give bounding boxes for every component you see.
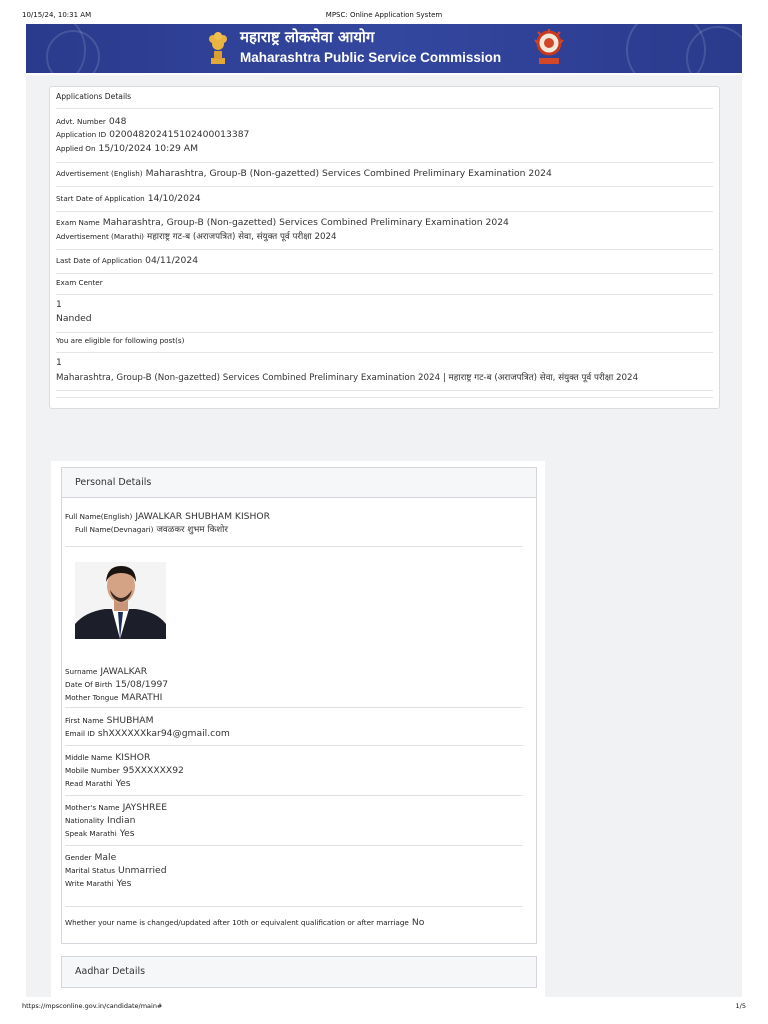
national-emblem-icon — [206, 29, 230, 67]
nationality: Indian — [107, 815, 136, 826]
first-name: SHUBHAM — [106, 715, 154, 726]
marital-status: Unmarried — [117, 865, 167, 876]
gender: Male — [94, 852, 117, 863]
advertisement-marathi-row: Advertisement (Marathi) महाराष्ट्र गट-ब (अराजपत्रित) सेवा, संयुक्त पूर्व परीक्षा 2024 — [56, 232, 337, 242]
print-page-number: 1/5 — [735, 1002, 746, 1010]
personal-details-header — [62, 468, 536, 498]
full-name-english-row: Full Name(English) JAWALKAR SHUBHAM KISHOR — [65, 511, 271, 522]
exam-name: Maharashtra, Group-B (Non-gazetted) Services Combined Preliminary Examination 2024 — [102, 217, 509, 228]
surname: JAWALKAR — [100, 666, 148, 677]
read-marathi: Yes — [115, 778, 131, 789]
exam-center-index: 1 — [56, 299, 62, 310]
full-name-devnagari-row: Full Name(Devnagari) जवळकर शुभम किशोर — [75, 525, 228, 535]
nationality-row: Nationality Indian — [65, 815, 136, 826]
mother-tongue: MARATHI — [121, 692, 163, 703]
eligible-post-index: 1 — [56, 357, 62, 368]
start-date-row: Start Date of Application 14/10/2024 — [56, 193, 201, 204]
write-marathi: Yes — [116, 878, 132, 889]
advt-number: 048 — [108, 116, 127, 127]
aadhar-details-heading: Aadhar Details — [75, 966, 146, 977]
mother-name: JAYSHREE — [122, 802, 168, 813]
mobile-row: Mobile Number 95XXXXXX92 — [65, 765, 184, 776]
application-id: 020048202415102400013387 — [109, 129, 250, 140]
print-url: https://mpsconline.gov.in/candidate/main# — [22, 1002, 163, 1010]
mpsc-seal-icon — [534, 28, 564, 68]
application-details-heading: Applications Details — [56, 92, 132, 101]
personal-details-card — [61, 467, 537, 944]
write-marathi-row: Write Marathi Yes — [65, 878, 132, 889]
application-details-card — [49, 86, 720, 409]
personal-details-heading: Personal Details — [75, 477, 152, 488]
print-header — [0, 11, 768, 23]
start-date: 14/10/2024 — [147, 193, 201, 204]
name-changed-row: Whether your name is changed/updated after 10th or equivalent qualification or after marriage No — [65, 917, 425, 928]
mother-tongue-row: Mother Tongue MARATHI — [65, 692, 163, 703]
advt-number-row: Advt. Number 048 — [56, 116, 127, 127]
surname-row: Surname JAWALKAR — [65, 666, 148, 677]
application-id-row: Application ID 020048202415102400013387 — [56, 129, 250, 140]
print-page-title: MPSC: Online Application System — [325, 11, 443, 19]
date-of-birth: 15/08/1997 — [115, 679, 169, 690]
eligible-posts-label: You are eligible for following post(s) — [56, 336, 185, 345]
advertisement-english: Maharashtra, Group-B (Non-gazetted) Services Combined Preliminary Examination 2024 — [145, 168, 552, 179]
email-id: shXXXXXXkar94@gmail.com — [97, 728, 230, 739]
first-name-row: First Name SHUBHAM — [65, 715, 154, 726]
advertisement-english-row: Advertisement (English) Maharashtra, Group-B (Non-gazetted) Services Combined Preliminary Examination 2024 — [56, 168, 552, 179]
print-datetime: 10/15/24, 10:31 AM — [22, 11, 92, 19]
advertisement-marathi: महाराष्ट्र गट-ब (अराजपत्रित) सेवा, संयुक्त पूर्व परीक्षा 2024 — [147, 232, 337, 242]
read-marathi-row: Read Marathi Yes — [65, 778, 131, 789]
banner-title-marathi: महाराष्ट्र लोकसेवा आयोग — [240, 28, 375, 46]
header-banner — [26, 24, 742, 73]
mobile-number: 95XXXXXX92 — [122, 765, 184, 776]
last-date-row: Last Date of Application 04/11/2024 — [56, 255, 199, 266]
aadhar-details-card — [61, 956, 537, 988]
dob-row: Date Of Birth 15/08/1997 — [65, 679, 169, 690]
mother-name-row: Mother's Name JAYSHREE — [65, 802, 168, 813]
applied-on-row: Applied On 15/10/2024 10:29 AM — [56, 143, 199, 154]
last-date: 04/11/2024 — [145, 255, 199, 266]
applied-on: 15/10/2024 10:29 AM — [98, 143, 199, 154]
speak-marathi: Yes — [119, 828, 135, 839]
email-row: Email ID shXXXXXXkar94@gmail.com — [65, 728, 230, 739]
exam-center-value: Nanded — [56, 313, 92, 324]
name-changed: No — [411, 917, 425, 928]
eligible-post-value: Maharashtra, Group-B (Non-gazetted) Services Combined Preliminary Examination 2024 | महाराष्ट्र गट-ब (अराजपत्रित) सेवा, संयुक्त पूर्व परीक्षा 2024 — [56, 373, 639, 383]
marital-status-row: Marital Status Unmarried — [65, 865, 167, 876]
full-name-devnagari: जवळकर शुभम किशोर — [156, 525, 228, 535]
middle-name-row: Middle Name KISHOR — [65, 752, 151, 763]
print-footer — [0, 1002, 768, 1014]
full-name-english: JAWALKAR SHUBHAM KISHOR — [135, 511, 271, 522]
middle-name: KISHOR — [115, 752, 151, 763]
candidate-photo — [75, 562, 166, 639]
speak-marathi-row: Speak Marathi Yes — [65, 828, 135, 839]
candidate-photo-image — [75, 562, 166, 639]
banner-title-english: Maharashtra Public Service Commission — [240, 50, 502, 65]
watermark-emblem-icon — [46, 30, 100, 73]
gender-row: Gender Male — [65, 852, 117, 863]
exam-name-row: Exam Name Maharashtra, Group-B (Non-gazetted) Services Combined Preliminary Examination 2024 — [56, 217, 509, 228]
exam-center-label-row: Exam Center — [56, 278, 103, 287]
